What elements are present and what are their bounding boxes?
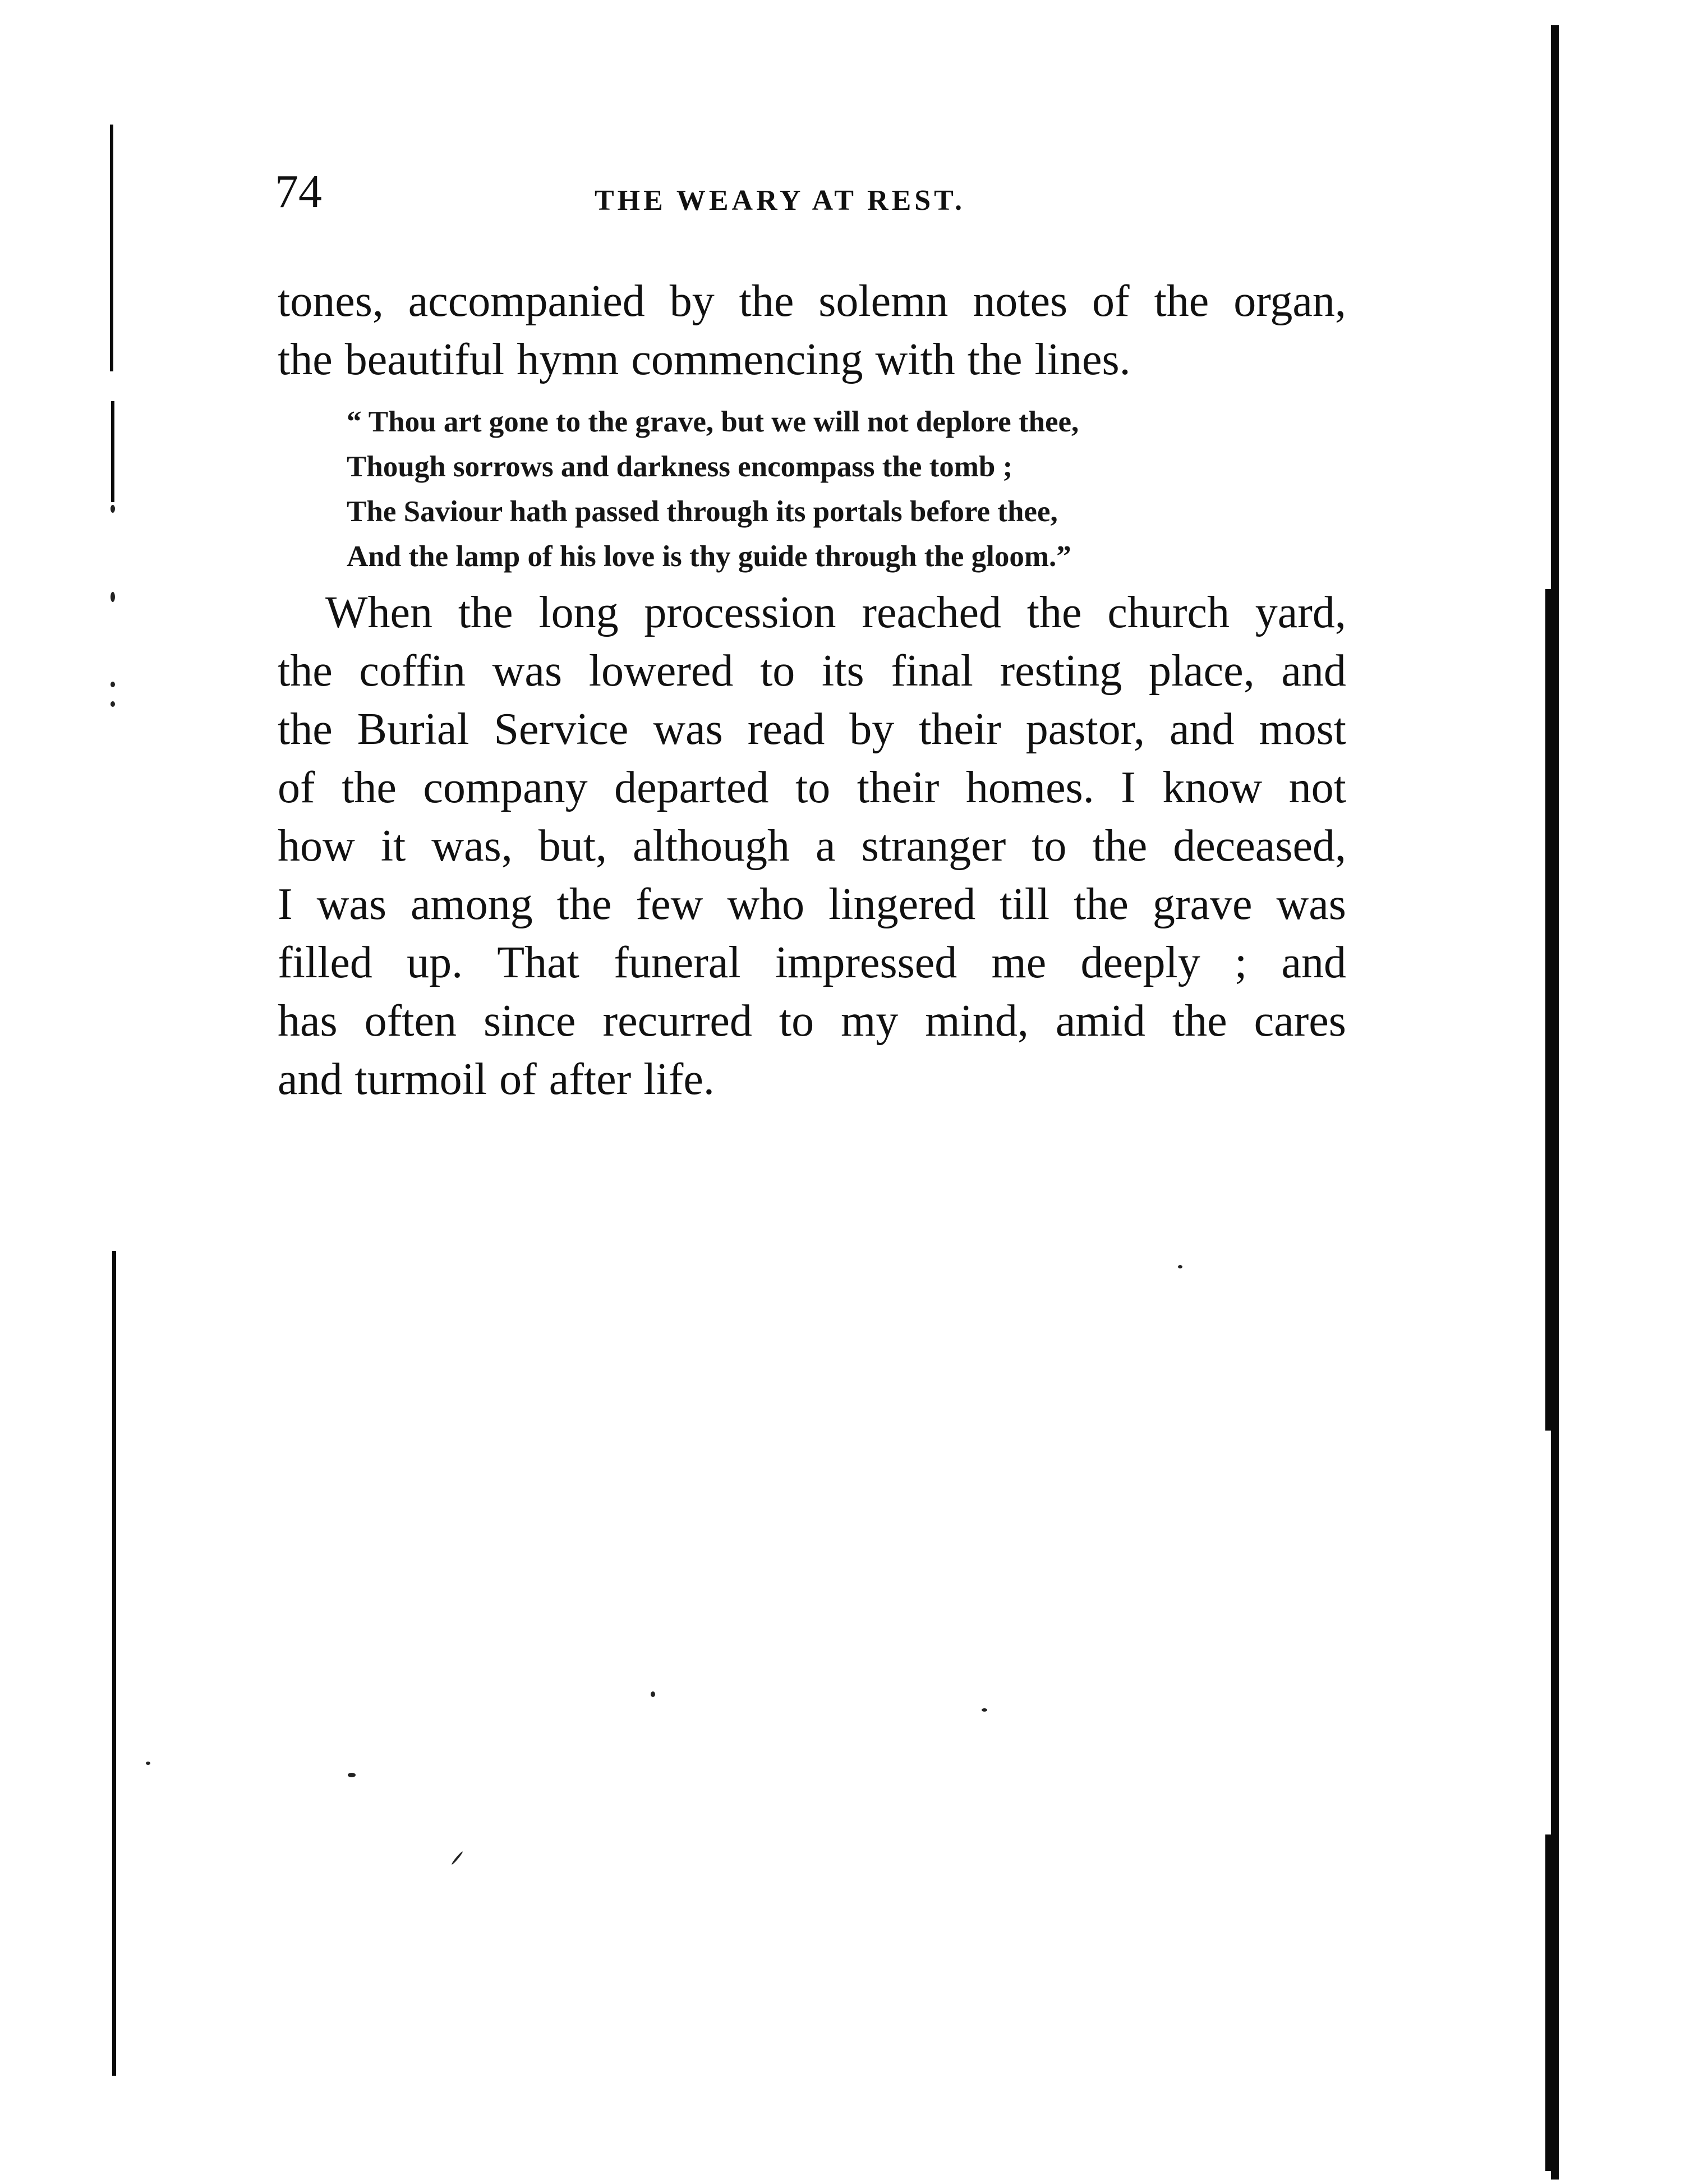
word: I [278,880,293,929]
word: among [411,880,533,929]
text-line [278,758,1346,817]
word: procession [644,588,836,637]
word: life. [643,1055,715,1104]
word: after [549,1055,632,1104]
word: hymn [517,335,619,384]
word: my [841,996,899,1046]
word: was [1276,880,1346,929]
scan-speck [982,1708,987,1712]
text-line [278,583,1346,642]
word: not [1288,763,1346,812]
word: ; [1234,938,1247,987]
word: me [991,938,1047,987]
text-line [278,700,1346,758]
word: deeply [1080,938,1200,987]
text-line [278,992,1346,1050]
paragraph-1 [278,272,1346,389]
verse-line: The Saviour hath passed through its portals before thee, [347,495,1058,528]
word: grave [1152,880,1253,929]
right-margin-rule-thick [1545,589,1558,1431]
left-margin-mark [111,682,115,687]
word: long [538,588,619,637]
word: its [821,646,864,696]
word: their [919,705,1001,754]
text-line [278,875,1346,934]
word: it [380,821,406,871]
word: pastor, [1025,705,1145,754]
text-line [278,330,1346,389]
hymn-verse [347,399,1079,579]
word: funeral [614,938,741,987]
left-margin-mark [111,701,115,707]
text-line [278,1050,1346,1109]
verse-line: “ Thou art gone to the grave, but we will not deplore thee, [347,406,1079,438]
word: and [278,1055,343,1104]
word: reached [862,588,1001,637]
word: by [849,705,895,754]
word: the [1074,880,1129,929]
scan-speck [651,1691,655,1697]
word: of [278,763,315,812]
scan-speck [1178,1265,1182,1268]
word: lingered [828,880,976,929]
word: the [1154,277,1209,326]
word: lines. [1034,335,1131,384]
word: although [633,821,790,871]
word: the [342,763,397,812]
word: That [497,938,579,987]
word: by [669,277,715,326]
word: the [1026,588,1082,637]
left-margin-rule-top-2 [111,401,114,502]
word: coffin [359,646,466,696]
right-margin-rule-thick-2 [1545,1834,1557,2171]
word: read [747,705,825,754]
word: was [653,705,723,754]
scan-speck [348,1773,356,1777]
word: but, [538,821,607,871]
word: beautiful [344,335,505,384]
word: their [857,763,940,812]
left-margin-mark [111,592,115,602]
word: accompanied [408,277,645,326]
word: till [1000,880,1050,929]
word: the [458,588,513,637]
word: Burial [357,705,469,754]
word: final [891,646,973,696]
word: was [492,646,563,696]
page-number: 74 [275,165,322,218]
verse-line: And the lamp of his love is thy guide through the gloom.” [347,540,1071,573]
word: to [795,763,831,812]
word: yard, [1255,588,1346,637]
word: notes [973,277,1068,326]
word: a [816,821,836,871]
word: and [1169,705,1235,754]
word: to [760,646,795,696]
word: amid [1055,996,1145,1046]
word: departed [614,763,769,812]
text-line [278,934,1346,992]
word: commencing [631,335,863,384]
text-line [278,642,1346,700]
word: the [278,335,333,384]
word: When [325,588,433,637]
word: turmoil [355,1055,487,1104]
word: lowered [588,646,734,696]
word: was [316,880,387,929]
word: stranger [861,821,1006,871]
word: most [1259,705,1346,754]
word: filled [278,938,372,987]
word: often [364,996,457,1046]
word: cares [1254,996,1346,1046]
left-margin-rule-top [110,125,113,371]
word: place, [1148,646,1255,696]
text-line [278,272,1346,330]
word: company [423,763,588,812]
word: mind, [925,996,1029,1046]
word: with [875,335,955,384]
word: deceased, [1173,821,1346,871]
word: was, [431,821,513,871]
scan-speck [146,1762,150,1765]
word: few [636,880,703,929]
word: know [1162,763,1263,812]
word: up. [407,938,463,987]
word: has [278,996,338,1046]
paragraph-2 [278,583,1346,1109]
word: the [1092,821,1148,871]
word: to [1032,821,1067,871]
left-margin-mark [111,505,115,513]
word: tones, [278,277,384,326]
left-margin-rule-bottom [112,1251,116,2076]
word: impressed [775,938,957,987]
word: I [1121,763,1136,812]
word: solemn [818,277,949,326]
word: resting [1000,646,1122,696]
word: the [556,880,612,929]
verse-line: Though sorrows and darkness encompass the tomb ; [347,450,1013,483]
word: the [739,277,794,326]
word: the [278,646,333,696]
word: the [278,705,333,754]
word: the [967,335,1023,384]
word: church [1107,588,1230,637]
word: of [1092,277,1130,326]
word: and [1281,938,1346,987]
word: Service [494,705,629,754]
word: of [499,1055,537,1104]
word: since [484,996,576,1046]
scan-speck [451,1851,463,1865]
word: the [1172,996,1227,1046]
word: to [779,996,814,1046]
word: homes. [965,763,1094,812]
word: how [278,821,355,871]
word: recurred [602,996,752,1046]
text-line [278,817,1346,875]
word: who [727,880,805,929]
word: organ, [1233,277,1346,326]
word: and [1281,646,1346,696]
running-title: THE WEARY AT REST. [595,185,966,217]
